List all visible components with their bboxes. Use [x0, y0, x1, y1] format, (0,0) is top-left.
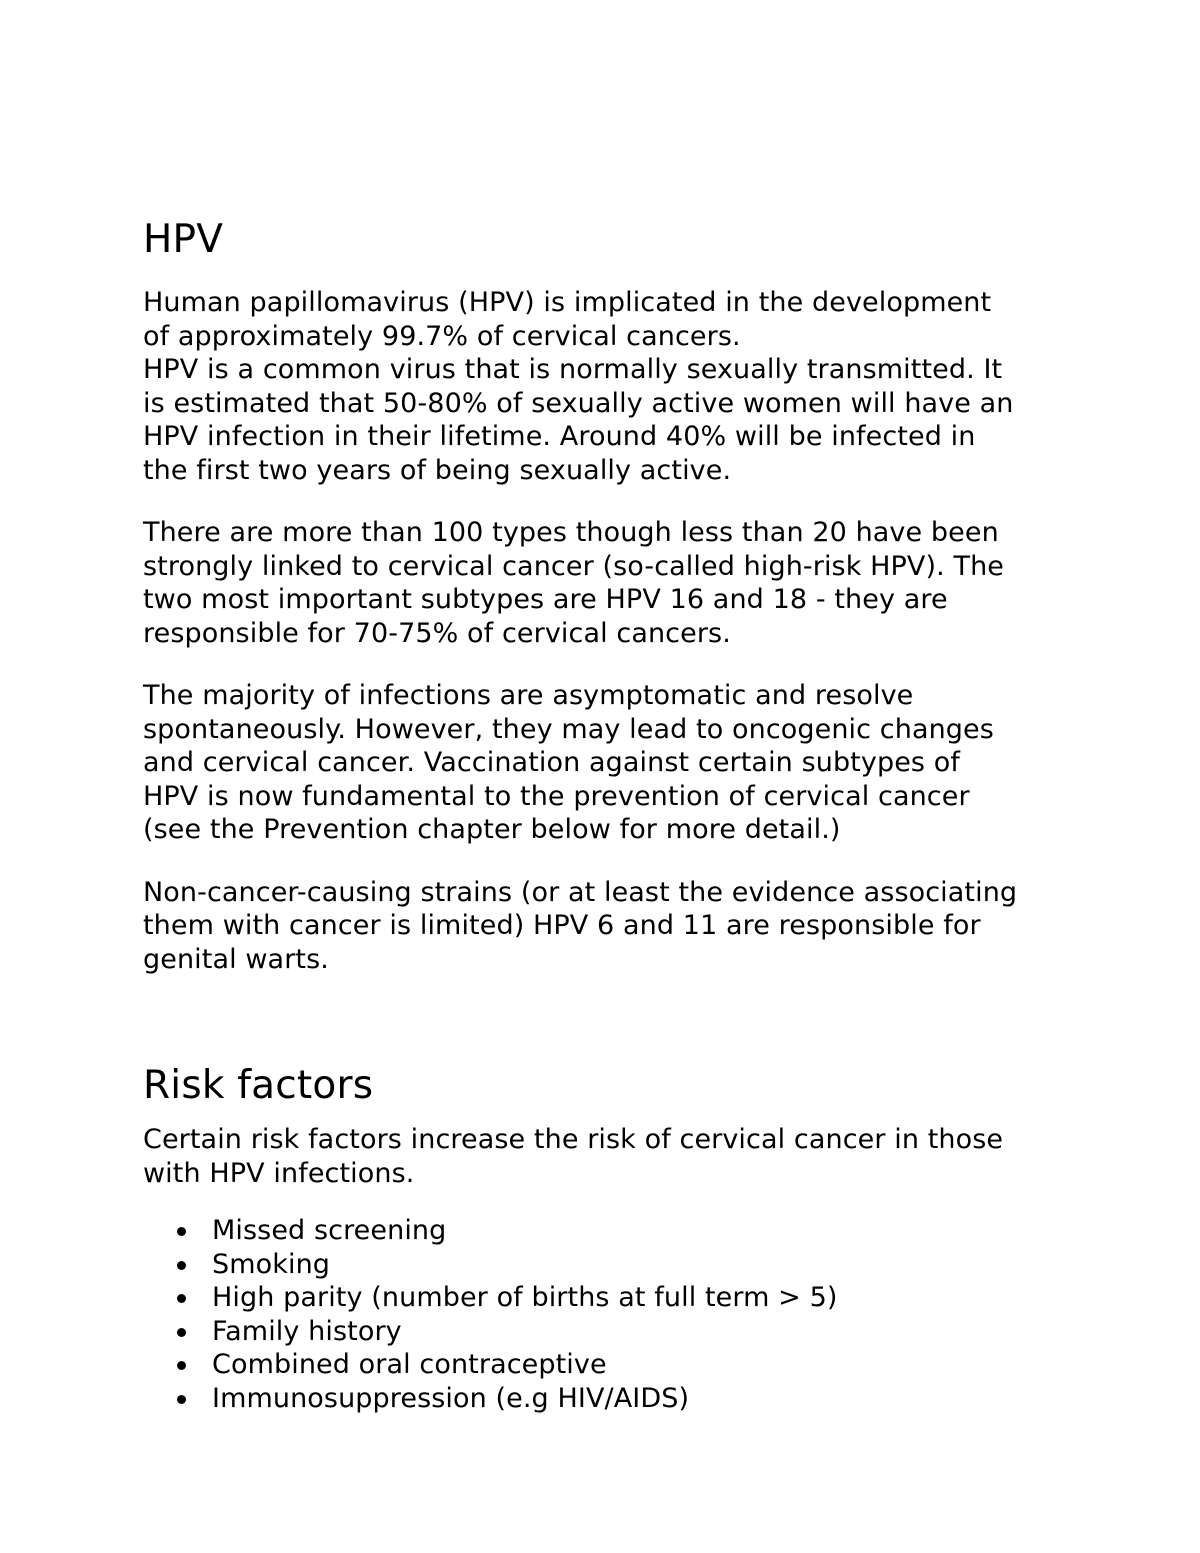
list-item [143, 1315, 1073, 1349]
hpv-paragraph-1 [143, 286, 1073, 487]
text-line: HPV infection in their lifetime. Around 40% will be infected in [143, 421, 976, 452]
document-page [143, 216, 1073, 1415]
list-item [143, 1382, 1073, 1416]
text-line: and cervical cancer. Vaccination against certain subtypes of [143, 747, 960, 778]
text-line: two most important subtypes are HPV 16 and 18 - they are [143, 584, 948, 615]
text-line: There are more than 100 types though less than 20 have been [143, 517, 999, 548]
list-item-text: Missed screening [212, 1215, 447, 1246]
risk-factors-list [143, 1214, 1073, 1415]
bullet-icon [177, 1395, 186, 1404]
text-line: HPV is a common virus that is normally sexually transmitted. It [143, 354, 1003, 385]
list-item-text: Immunosuppression (e.g HIV/AIDS) [212, 1382, 690, 1414]
text-line: Certain risk factors increase the risk of cervical cancer in those [143, 1124, 1004, 1155]
text-line: is estimated that 50-80% of sexually active women will have an [143, 387, 1014, 419]
bullet-icon [177, 1328, 186, 1337]
bullet-icon [177, 1361, 186, 1370]
hpv-paragraph-3 [143, 679, 1073, 847]
list-item [143, 1348, 1073, 1382]
list-item-text: Family history [212, 1315, 402, 1347]
text-line: genital warts. [143, 943, 329, 975]
list-item-text: High parity (number of births at full term > 5) [212, 1282, 838, 1313]
text-line: The majority of infections are asymptomatic and resolve [143, 680, 914, 711]
text-line: Non-cancer-causing strains (or at least the evidence associating [143, 876, 1018, 908]
bullet-icon [177, 1261, 186, 1270]
list-item [143, 1281, 1073, 1315]
text-line: of approximately 99.7% of cervical cancers. [143, 320, 741, 352]
list-item [143, 1248, 1073, 1282]
text-line: with HPV infections. [143, 1157, 415, 1189]
text-line: (see the Prevention chapter below for more detail.) [143, 814, 841, 845]
risk-factors-intro [143, 1123, 1073, 1190]
bullet-icon [177, 1227, 186, 1236]
list-item-text: Combined oral contraceptive [212, 1349, 607, 1380]
bullet-icon [177, 1294, 186, 1303]
text-line: the first two years of being sexually active. [143, 454, 732, 486]
text-line: responsible for 70-75% of cervical cancers. [143, 617, 731, 649]
hpv-heading: HPV [143, 217, 224, 262]
hpv-paragraph-2 [143, 516, 1073, 650]
list-item [143, 1214, 1073, 1248]
list-item-text: Smoking [212, 1248, 331, 1280]
text-line: HPV is now fundamental to the prevention of cervical cancer [143, 780, 970, 812]
text-line: Human papillomavirus (HPV) is implicated in the development [143, 287, 992, 318]
risk-factors-heading: Risk factors [143, 1063, 374, 1108]
text-line: strongly linked to cervical cancer (so-called high-risk HPV). The [143, 550, 1005, 582]
text-line: spontaneously. However, they may lead to oncogenic changes [143, 713, 994, 745]
text-line: them with cancer is limited) HPV 6 and 11 are responsible for [143, 910, 981, 941]
hpv-paragraph-4 [143, 876, 1073, 977]
